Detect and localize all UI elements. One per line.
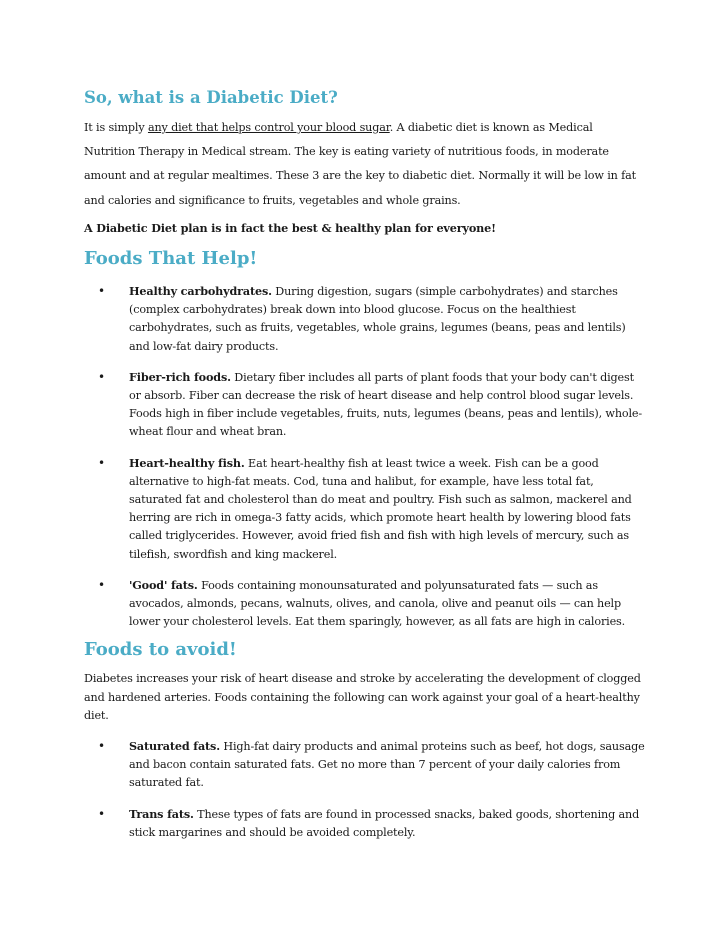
heading-foods-that-help: Foods That Help! xyxy=(84,248,258,270)
tagline: A Diabetic Diet plan is in fact the best & healthy plan for everyone! xyxy=(84,220,496,235)
list-item xyxy=(84,282,646,356)
heading-diabetic-diet: So, what is a Diabetic Diet? xyxy=(84,88,338,107)
avoid-intro-paragraph: Diabetes increases your risk of heart disease and stroke by accelerating the development of clogged and hardened arteries. Foods containing the following can work against your goal of a heart-healthy diet. xyxy=(84,672,641,722)
list-item xyxy=(84,368,646,442)
bullet-glyph: • xyxy=(98,369,105,384)
intro-prefix: It is simply xyxy=(84,121,148,134)
bullet-glyph: • xyxy=(98,284,105,299)
list-item xyxy=(84,737,646,793)
item-text: High-fat dairy products and animal proteins such as beef, hot dogs, sausage and bacon contain saturated fats. Get no more than 7 percent of your daily calories from saturated fat. xyxy=(129,740,645,790)
list-item xyxy=(84,576,646,632)
item-text: Foods containing monounsaturated and polyunsaturated fats — such as avocados, almonds, pecans, walnuts, olives, and canola, olive and peanut oils — can help lower your cholesterol levels. Eat them sparingly, however, as all fats are high in calories. xyxy=(129,578,626,629)
help-list xyxy=(84,282,646,631)
intro-suffix: . A diabetic diet is known as Medical Nutrition Therapy in Medical stream. The key is eating variety of nutritious foods, in moderate amount and at regular mealtimes. These 3 are the key to diabetic diet. Normally it will be low in fat and calories and significance to fruits, vegetables and whole grains. xyxy=(84,121,636,207)
item-lead: Heart-healthy fish. xyxy=(129,455,245,470)
heading-foods-to-avoid: Foods to avoid! xyxy=(84,639,237,661)
bullet-glyph: • xyxy=(98,806,105,821)
item-text: During digestion, sugars (simple carbohydrates) and starches (complex carbohydrates) break down into blood glucose. Focus on the healthiest carbohydrates, such as fruits, vegetables, whole grains, legumes (beans, peas and lentils) and low-fat dairy products. xyxy=(129,285,626,353)
intro-link[interactable]: any diet that helps control your blood sugar xyxy=(147,121,390,134)
bullet-glyph: • xyxy=(98,455,105,470)
bullet-glyph: • xyxy=(98,577,105,592)
item-lead: 'Good' fats. xyxy=(129,577,198,592)
item-lead: Saturated fats. xyxy=(129,739,220,754)
list-item xyxy=(84,805,646,842)
item-lead: Fiber-rich foods. xyxy=(129,369,231,384)
item-text: Eat heart-healthy fish at least twice a week. Fish can be a good alternative to high-fat meats. Cod, tuna and halibut, for example, have less total fat, saturated fat and cholesterol than do meat and poultry. Fish such as salmon, mackerel and herring are rich in omega-3 fatty acids, which promote heart health by lowering blood fats called triglycerides. However, avoid fried fish and fish with high levels of mercury, such as tilefish, swordfish and king mackerel. xyxy=(129,456,632,561)
item-text: These types of fats are found in processed snacks, baked goods, shortening and stick margarines and should be avoided completely. xyxy=(129,807,640,839)
item-lead: Trans fats. xyxy=(129,806,194,821)
list-item xyxy=(84,454,646,564)
avoid-list xyxy=(84,737,646,842)
document-content xyxy=(84,88,646,842)
item-lead: Healthy carbohydrates. xyxy=(129,284,272,299)
item-text: Dietary fiber includes all parts of plant foods that your body can't digest or absorb. Fiber can decrease the risk of heart disease and help control blood sugar levels. Foods high in fiber include vegetables, fruits, nuts, legumes (beans, peas and lentils), whole-wheat flour and wheat bran. xyxy=(129,370,643,439)
bullet-glyph: • xyxy=(98,739,105,754)
intro-paragraph xyxy=(84,116,646,213)
